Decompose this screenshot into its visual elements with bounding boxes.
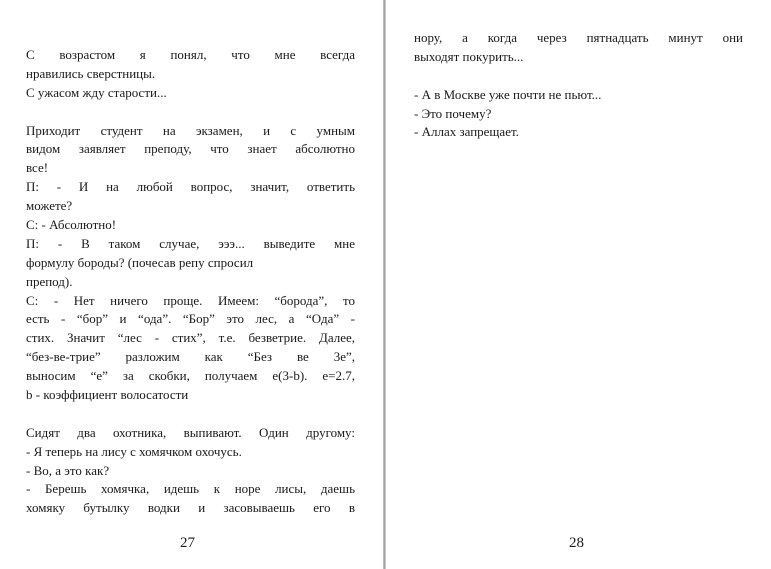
text-line: b - коэффициент волосатости (26, 387, 189, 403)
text-line: Сидят два охотника, выпивают. Один другому: (26, 424, 355, 440)
right-page-text (414, 29, 743, 142)
left-page-number: 27 (180, 535, 195, 551)
text-line: видом заявляет преподу, что знает абсолютно (26, 141, 355, 157)
right-page (386, 0, 771, 569)
text-line: нравились сверстницы. (26, 65, 156, 81)
right-page-number: 28 (569, 535, 584, 551)
text-line: нору, а когда через пятнадцать минут они (414, 30, 743, 45)
left-page (0, 0, 384, 569)
text-line: препод). (26, 273, 73, 289)
text-line: выходят покурить... (414, 48, 524, 64)
text-line: стих. Значит “лес - стих”, т.е. безветрие. Далее, (26, 330, 355, 346)
text-line: все! (26, 160, 49, 176)
text-line: хомяку бутылку водки и засовываешь его в (26, 500, 355, 516)
text-line: Приходит студент на экзамен, и с умным (26, 122, 355, 138)
text-line: С возрастом я понял, что мне всегда (26, 47, 355, 62)
text-line: С: - Абсолютно! (26, 217, 117, 233)
paragraph-gap (26, 103, 355, 122)
text-line: - Я теперь на лису с хомячком охочусь. (26, 443, 242, 459)
text-line: П: - И на любой вопрос, значит, ответить (26, 179, 355, 195)
text-line: “без-ве-трие” разложим как “Без ве 3е”, (26, 349, 355, 365)
text-line: - Берешь хомячка, идешь к норе лисы, даешь (26, 481, 355, 497)
text-line: П: - В таком случае, эээ... выведите мне (26, 235, 355, 251)
text-line: - А в Москве уже почти не пьют... (414, 86, 602, 102)
text-line: - Это почему? (414, 105, 492, 121)
text-line: есть - “бор” и “ода”. “Бор” это лес, а “Ода” - (26, 311, 355, 327)
text-line: можете? (26, 198, 73, 214)
text-line: С ужасом жду старости... (26, 84, 167, 100)
text-line: - Во, а это как? (26, 462, 110, 478)
text-line: формулу бороды? (почесав репу спросил (26, 254, 254, 270)
text-line: выносим “е” за скобки, получаем е(3-b). е=2.7, (26, 368, 355, 384)
paragraph-gap (414, 67, 743, 86)
text-line: С: - Нет ничего проще. Имеем: “борода”, то (26, 292, 355, 308)
paragraph-gap (26, 405, 355, 424)
left-page-text (26, 46, 355, 518)
text-line: - Аллах запрещает. (414, 124, 519, 140)
